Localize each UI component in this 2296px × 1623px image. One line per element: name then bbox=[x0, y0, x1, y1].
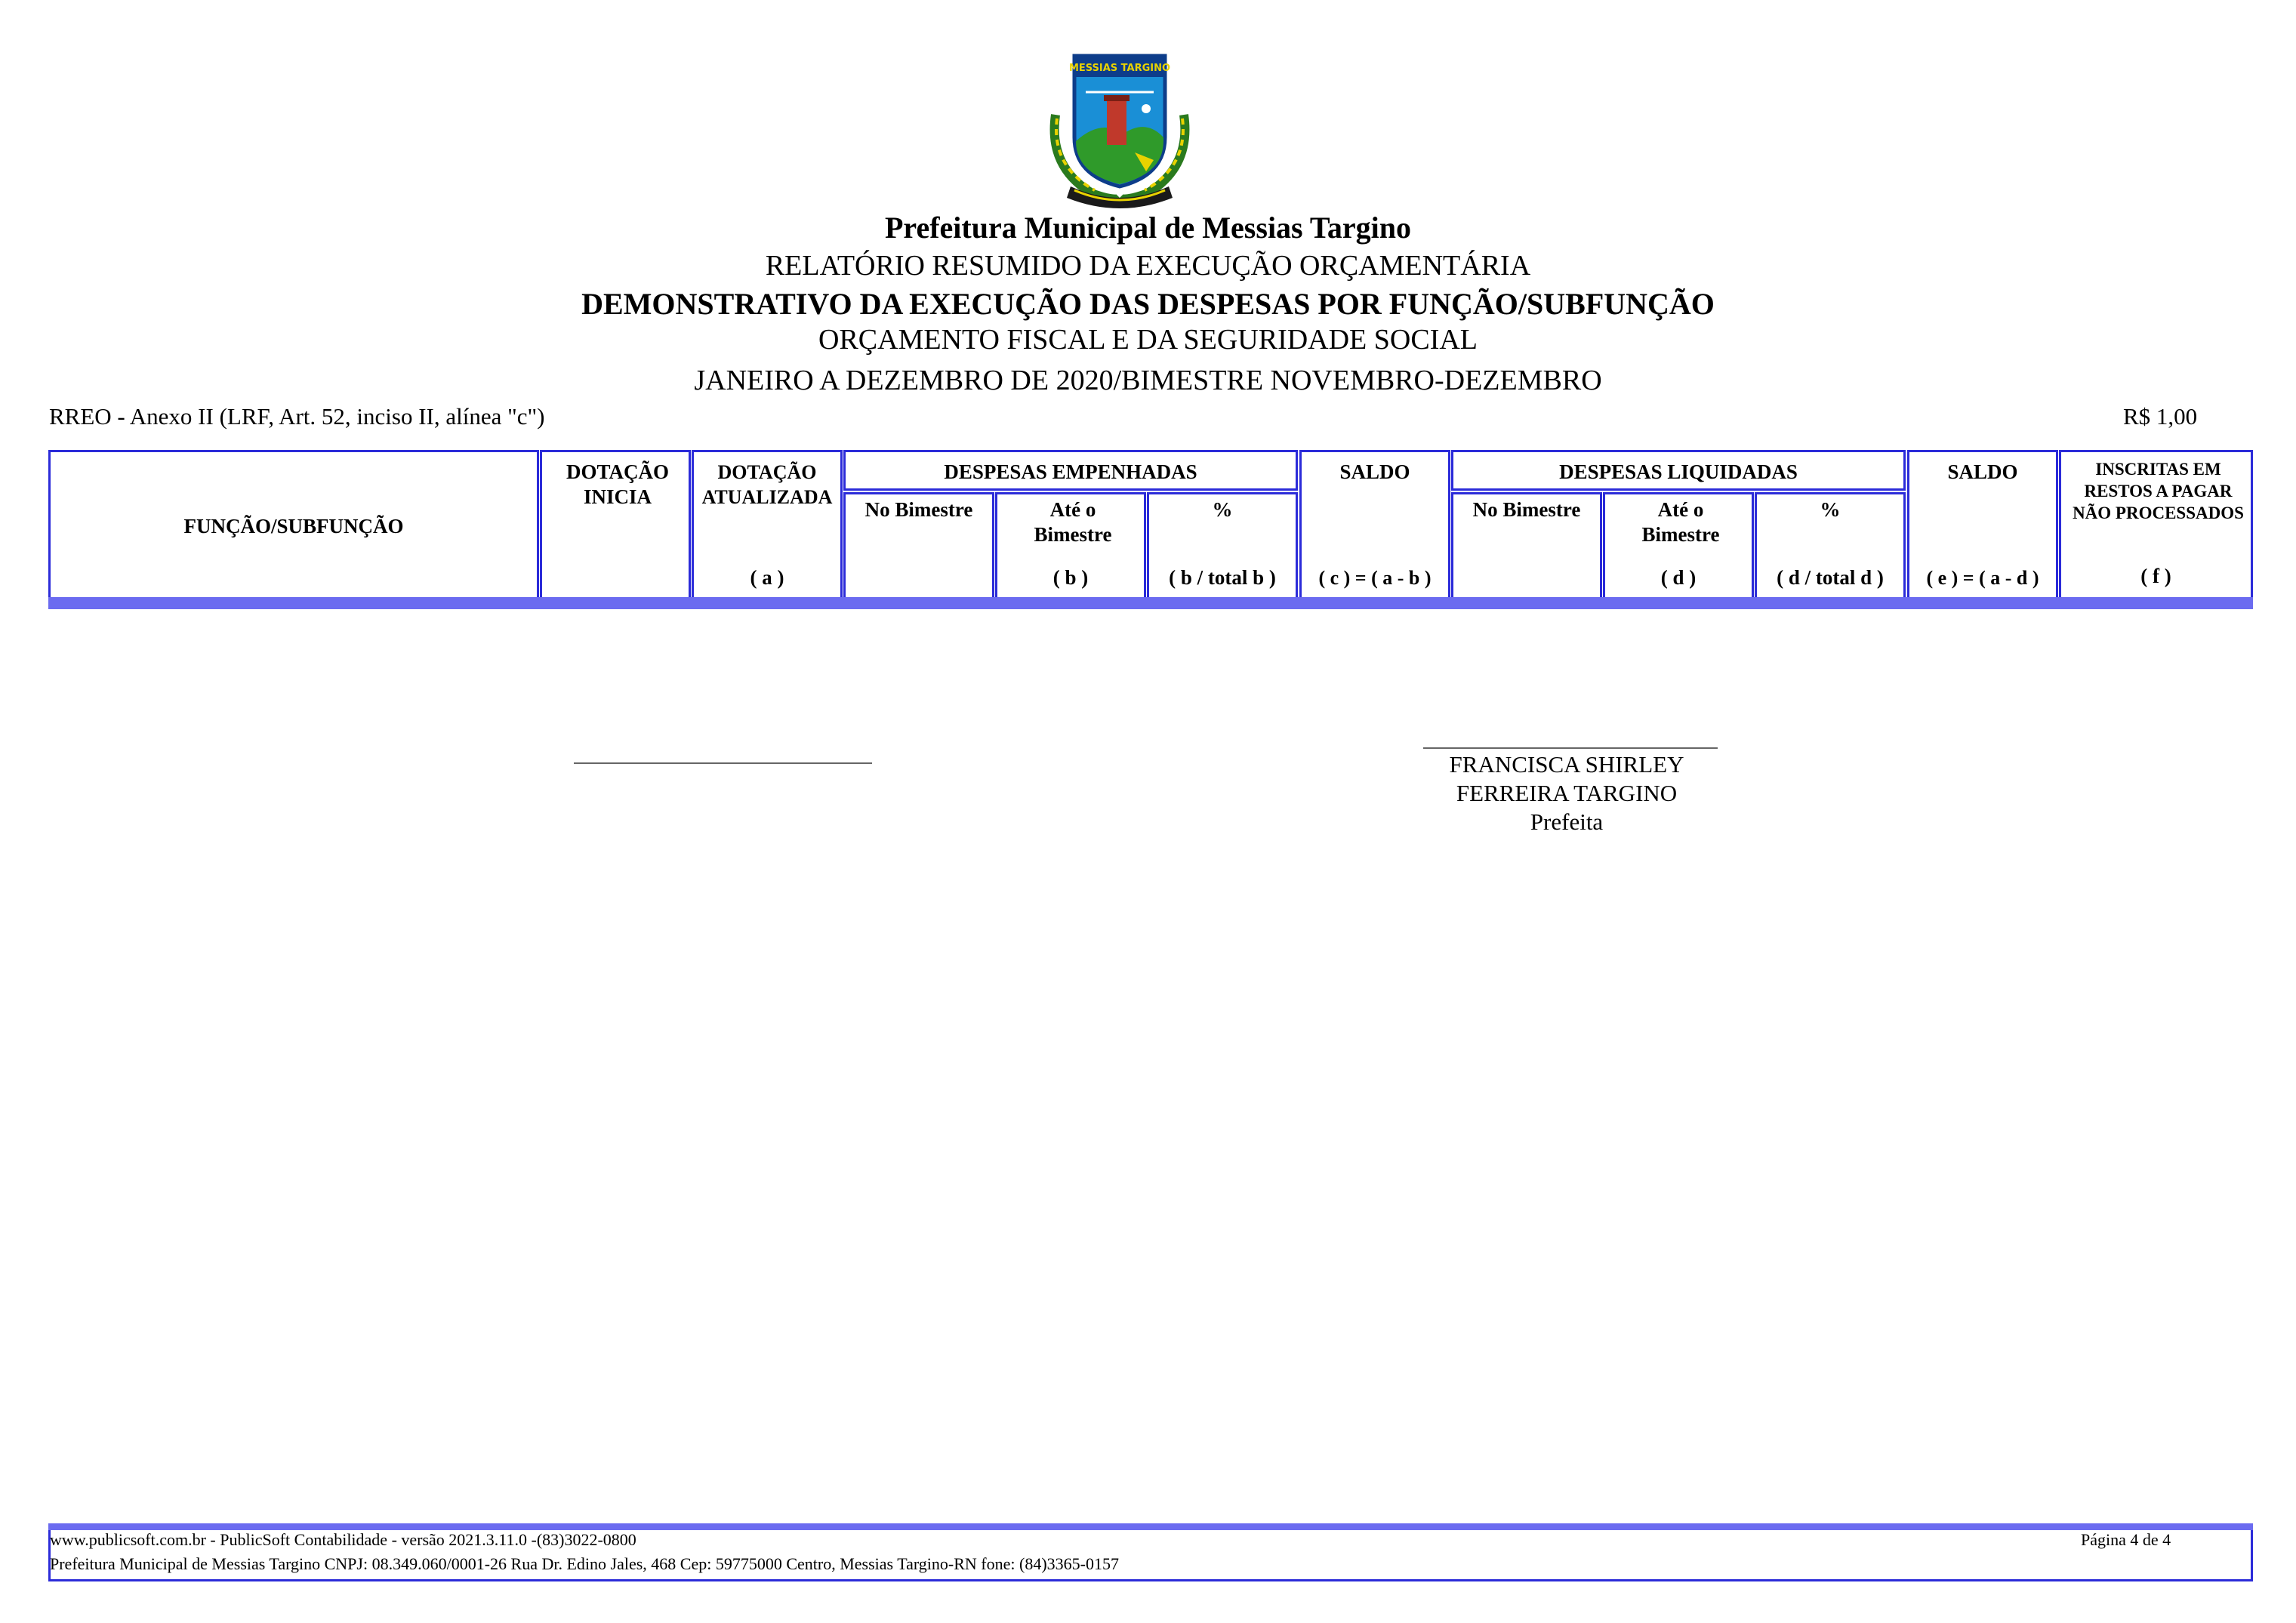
footer-band bbox=[48, 1523, 2253, 1530]
period-subtitle: JANEIRO A DEZEMBRO DE 2020/BIMESTRE NOVEMBRO-DEZEMBRO bbox=[694, 365, 1602, 396]
currency-unit: R$ 1,00 bbox=[2123, 403, 2198, 430]
col-empenhadas-pct bbox=[1147, 492, 1298, 601]
col-label-a: ( a ) bbox=[750, 566, 784, 589]
legal-reference: RREO - Anexo II (LRF, Art. 52, inciso II, alínea "c") bbox=[49, 403, 545, 430]
municipality-title: Prefeitura Municipal de Messias Targino bbox=[884, 211, 1412, 245]
group-liquidadas-label: DESPESAS LIQUIDADAS bbox=[1559, 460, 1798, 483]
statement-title: DEMONSTRATIVO DA EXECUÇÃO DAS DESPESAS POR FUNÇÃO/SUBFUNÇÃO bbox=[581, 287, 1715, 321]
col-empenhadas-ate-bimestre bbox=[995, 492, 1146, 601]
col-empenhadas-ate-bimestre-label: Até o Bimestre bbox=[1034, 498, 1112, 546]
col-dotacao-inicial bbox=[540, 450, 691, 601]
col-dotacao-atualizada bbox=[692, 450, 843, 601]
col-liquidadas-pct bbox=[1755, 492, 1906, 601]
footer-software-line: www.publicsoft.com.br - PublicSoft Contabilidade - versão 2021.3.11.0 -(83)3022-0800 bbox=[50, 1530, 636, 1549]
signature-line-left bbox=[574, 762, 872, 764]
col-funcao bbox=[48, 450, 539, 601]
col-liquidadas-no-bimestre bbox=[1451, 492, 1602, 601]
col-empenhadas-pct-label: % bbox=[1212, 498, 1233, 521]
col-label-d: ( d ) bbox=[1660, 566, 1697, 589]
crest-lettering: MESSIAS TARGINO bbox=[1068, 63, 1171, 74]
col-label-b: ( b ) bbox=[1052, 566, 1089, 589]
col-empenhadas-no-bimestre-label: No Bimestre bbox=[864, 498, 973, 521]
col-label-b-total: ( b / total b ) bbox=[1169, 566, 1276, 589]
col-liquidadas-no-bimestre-label: No Bimestre bbox=[1472, 498, 1581, 521]
col-liquidadas-pct-label: % bbox=[1820, 498, 1841, 521]
signature-line-right bbox=[1423, 747, 1718, 749]
col-label-c: ( c ) = ( a - b ) bbox=[1318, 567, 1432, 589]
municipal-crest bbox=[1040, 47, 1199, 209]
signature-block bbox=[1401, 750, 1733, 836]
page-number: Página 4 de 4 bbox=[2081, 1530, 2171, 1549]
signer-role: Prefeita bbox=[1530, 808, 1604, 835]
budget-subtitle: ORÇAMENTO FISCAL E DA SEGURIDADE SOCIAL bbox=[818, 324, 1478, 356]
col-saldo-empenhado bbox=[1299, 450, 1450, 601]
col-dotacao-inicial-label: DOTAÇÃO INICIA bbox=[566, 460, 669, 508]
footer-address-line: Prefeitura Municipal de Messias Targino CNPJ: 08.349.060/0001-26 Rua Dr. Edino Jales, 468 Cep: 59775000 Centro, Messias Targino-RN fone: (84)3365-0157 bbox=[50, 1554, 1119, 1573]
col-label-f: ( f ) bbox=[2140, 565, 2171, 587]
col-saldo-empenhado-label: SALDO bbox=[1339, 460, 1410, 483]
col-inscritas-restos-a-pagar bbox=[2059, 450, 2253, 601]
col-dotacao-atualizada-label: DOTAÇÃO ATUALIZADA bbox=[701, 461, 833, 508]
group-despesas-liquidadas bbox=[1451, 450, 1906, 491]
col-saldo-liquidado-label: SALDO bbox=[1947, 460, 2018, 483]
col-inscritas-label: INSCRITAS EM RESTOS A PAGAR NÃO PROCESSADOS bbox=[2073, 460, 2244, 522]
col-liquidadas-ate-bimestre-label: Até o Bimestre bbox=[1641, 498, 1720, 546]
col-label-e: ( e ) = ( a - d ) bbox=[1926, 567, 2039, 589]
col-label-d-total: ( d / total d ) bbox=[1777, 566, 1884, 589]
expense-table-header bbox=[48, 450, 2253, 608]
group-despesas-empenhadas bbox=[843, 450, 1298, 491]
col-saldo-liquidado bbox=[1907, 450, 2058, 601]
signer-name-line1: FRANCISCA SHIRLEY bbox=[1449, 751, 1684, 778]
col-liquidadas-ate-bimestre bbox=[1603, 492, 1754, 601]
signer-name-line2: FERREIRA TARGINO bbox=[1456, 780, 1678, 806]
report-title: RELATÓRIO RESUMIDO DA EXECUÇÃO ORÇAMENTÁRIA bbox=[765, 250, 1531, 282]
col-funcao-label: FUNÇÃO/SUBFUNÇÃO bbox=[183, 515, 404, 537]
col-empenhadas-no-bimestre bbox=[843, 492, 994, 601]
table-header-band bbox=[48, 597, 2253, 609]
group-empenhadas-label: DESPESAS EMPENHADAS bbox=[944, 460, 1197, 483]
